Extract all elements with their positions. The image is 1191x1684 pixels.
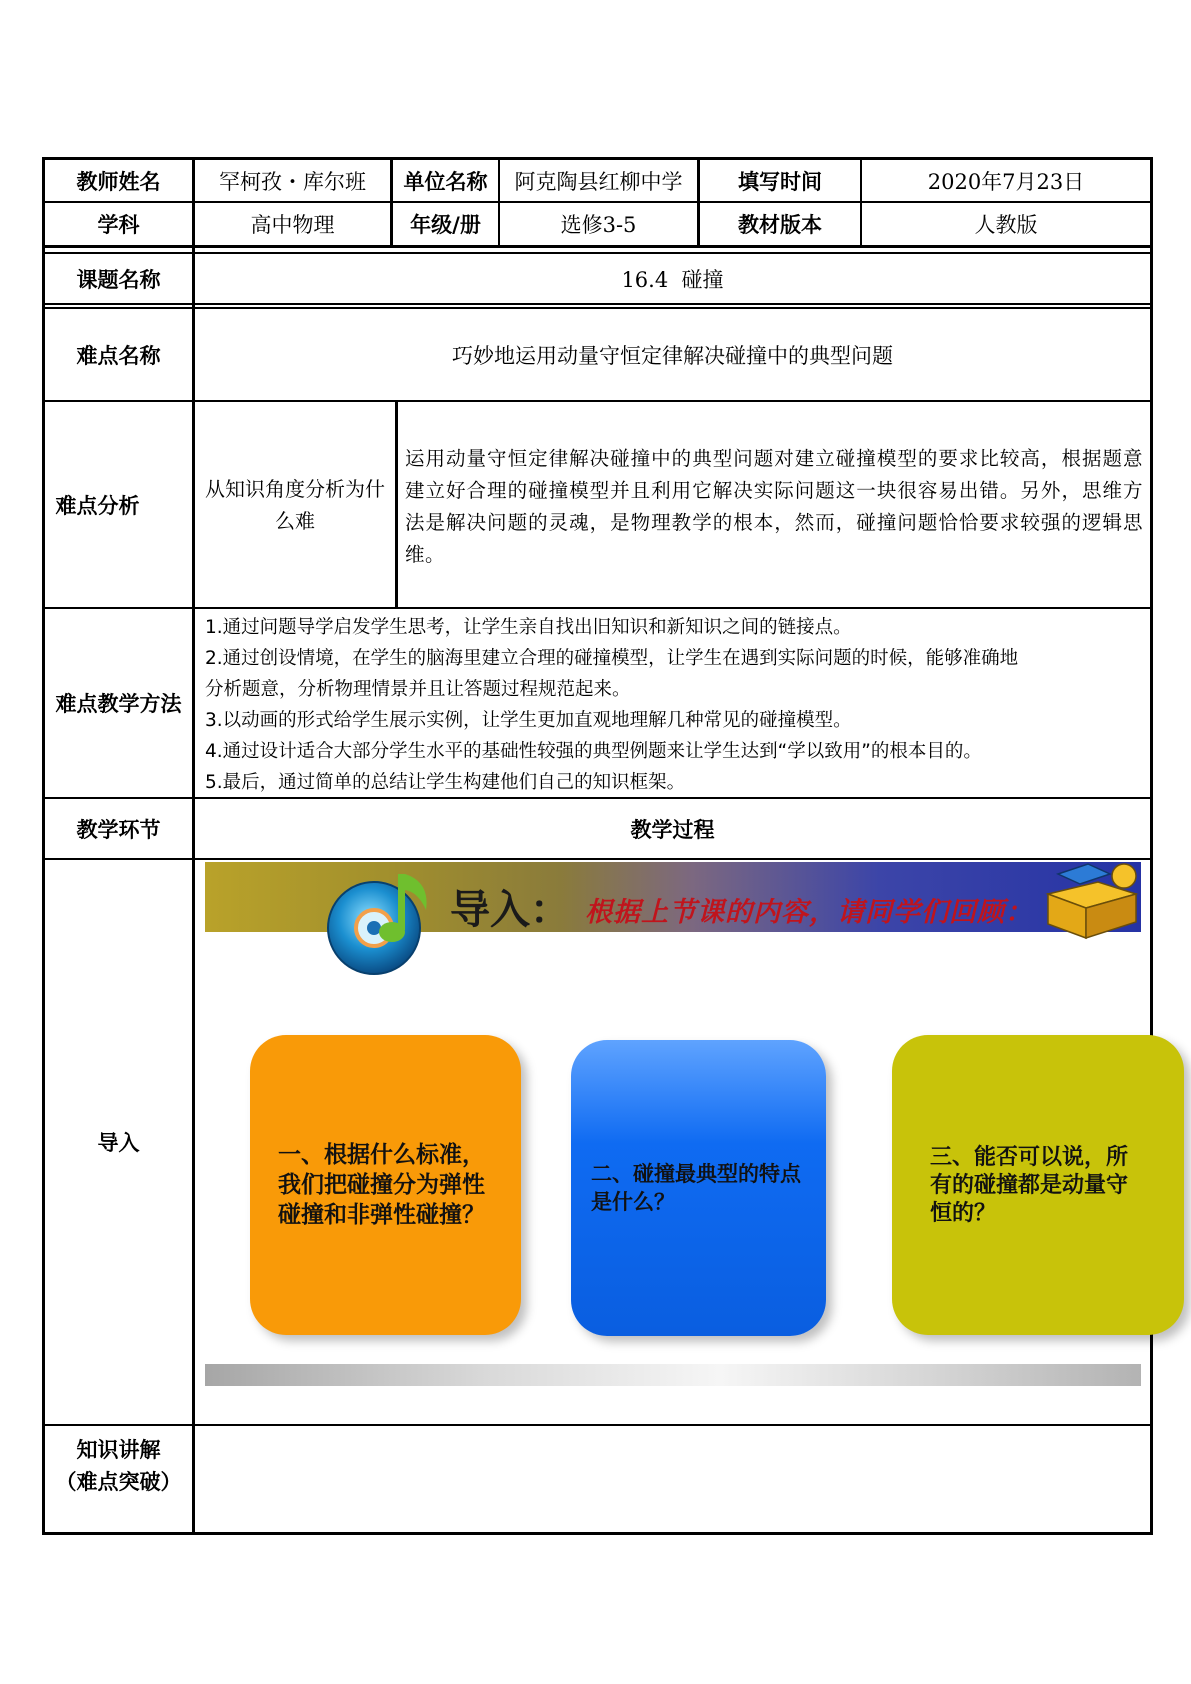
list-item: 分析题意，分析物理情景并且让答题过程规范起来。 [205,679,631,700]
fill-date-value: 2020年7月23日 [927,169,1085,194]
intro-banner-subtitle: 根据上节课的内容，请同学们回顾： [585,897,1033,928]
teacher-name-value: 罕柯孜・库尔班 [219,169,366,194]
list-item: 1.通过问题导学启发学生思考，让学生亲自找出旧知识和新知识之间的链接点。 [205,617,852,638]
list-item: 3.以动画的形式给学生展示实例，让学生更加直观地理解几种常见的碰撞模型。 [205,710,852,731]
cube-icon [1028,860,1142,940]
unit-name-label: 单位名称 [403,169,488,194]
methods-label: 难点教学方法 [55,692,182,716]
question-card-1 [250,1035,521,1335]
question-card-2 [571,1040,826,1336]
edition-value: 人教版 [974,213,1038,237]
subject-label: 学科 [97,213,140,237]
intro-banner-title: 导入： [450,887,570,933]
analysis-label: 难点分析 [55,493,140,518]
question-card-1-text: 一、根据什么标准，我们把碰撞分为弹性碰撞和非弹性碰撞？ [278,1141,485,1228]
teacher-name-label: 教师姓名 [76,169,161,194]
analysis-text: 运用动量守恒定律解决碰撞中的典型问题对建立碰撞模型的要求比较高，根据题意建立好合理的碰撞模型并且利用它解决实际问题这一块很容易出错。另外，思维方法是解决问题的灵魂，是物理教学的根本，然而，碰撞问题恰恰要求较强的逻辑思维。 [405,447,1143,566]
question-card-3 [892,1035,1184,1335]
grade-value: 选修3-5 [560,213,637,237]
grade-label: 年级/册 [410,213,481,237]
methods-list [205,612,1145,798]
knowledge-label [45,1426,192,1506]
question-card-3-text: 三、能否可以说，所有的碰撞都是动量守恒的？ [930,1144,1129,1226]
intro-label: 导入 [97,1131,140,1155]
process-stage-label: 教学环节 [76,817,161,842]
list-item: 2.通过创设情境，在学生的脑海里建立合理的碰撞模型，让学生在遇到实际问题的时候，能够准确地 [205,648,1019,669]
edition-label: 教材版本 [738,213,822,237]
difficulty-label: 难点名称 [76,343,161,368]
knowledge-label-line1: 知识讲解 [76,1438,161,1462]
unit-name-value: 阿克陶县红柳中学 [514,169,683,194]
topic-value: 16.4 碰撞 [621,267,724,292]
list-item: 5.最后，通过简单的总结让学生构建他们自己的知识框架。 [205,772,686,793]
fill-date-label: 填写时间 [738,169,822,194]
subject-value: 高中物理 [250,213,335,237]
divider-bar [205,1364,1141,1386]
music-disc-icon [322,866,442,978]
list-item: 4.通过设计适合大部分学生水平的基础性较强的典型例题来让学生达到“学以致用”的根本目的。 [205,741,982,762]
question-card-2-text: 二、碰撞最典型的特点是什么？ [591,1161,801,1214]
analysis-sub-label: 从知识角度分析为什么难 [205,476,385,533]
process-label: 教学过程 [630,817,715,842]
topic-label: 课题名称 [76,267,161,292]
difficulty-value: 巧妙地运用动量守恒定律解决碰撞中的典型问题 [452,343,893,368]
knowledge-label-line2: （难点突破） [55,1470,182,1494]
